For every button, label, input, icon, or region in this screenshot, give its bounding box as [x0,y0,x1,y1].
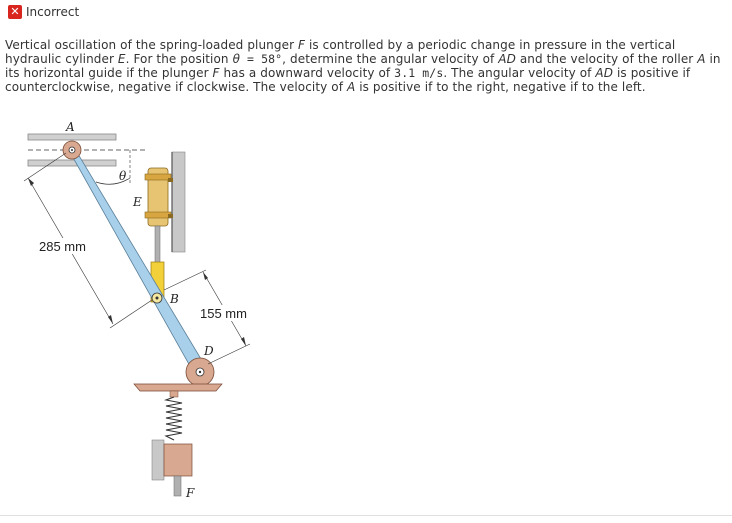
label-D: D [204,344,214,358]
plunger-rod [174,476,181,496]
lower-guide [28,160,116,166]
label-A: A [66,120,75,134]
bottom-divider [0,515,732,516]
mechanism-diagram [0,110,300,520]
label-B: B [170,292,179,306]
wall [172,152,185,252]
plunger-F [164,444,192,476]
result-status [8,4,79,20]
spring [166,397,182,440]
label-theta: θ [119,169,127,183]
link-AD [66,145,207,375]
label-F: F [186,486,195,500]
piston-rod [155,226,160,264]
dimension-BD: 155 mm [200,306,247,321]
status-label: Incorrect [26,5,80,19]
label-E: E [133,195,142,209]
plunger-housing [152,440,164,480]
dimension-AB: 285 mm [39,239,86,254]
upper-guide [28,134,116,140]
platform [134,384,222,391]
x-mark-icon: ✕ [8,5,22,19]
problem-statement: Vertical oscillation of the spring-loaded plunger F is controlled by a periodic change in pressure in the vertical hydraulic cylinder E. For the position θ = 58°, determine the angular velocity of AD and the velocity of the roller A in its horizontal guide if the plunger F has a downward velocity of 3.1 m/s. The angular velocity of AD is positive if counterclockwise, negative if clockwise. The velocity of A is positive if to the right, negative if to the left. [5,38,721,94]
